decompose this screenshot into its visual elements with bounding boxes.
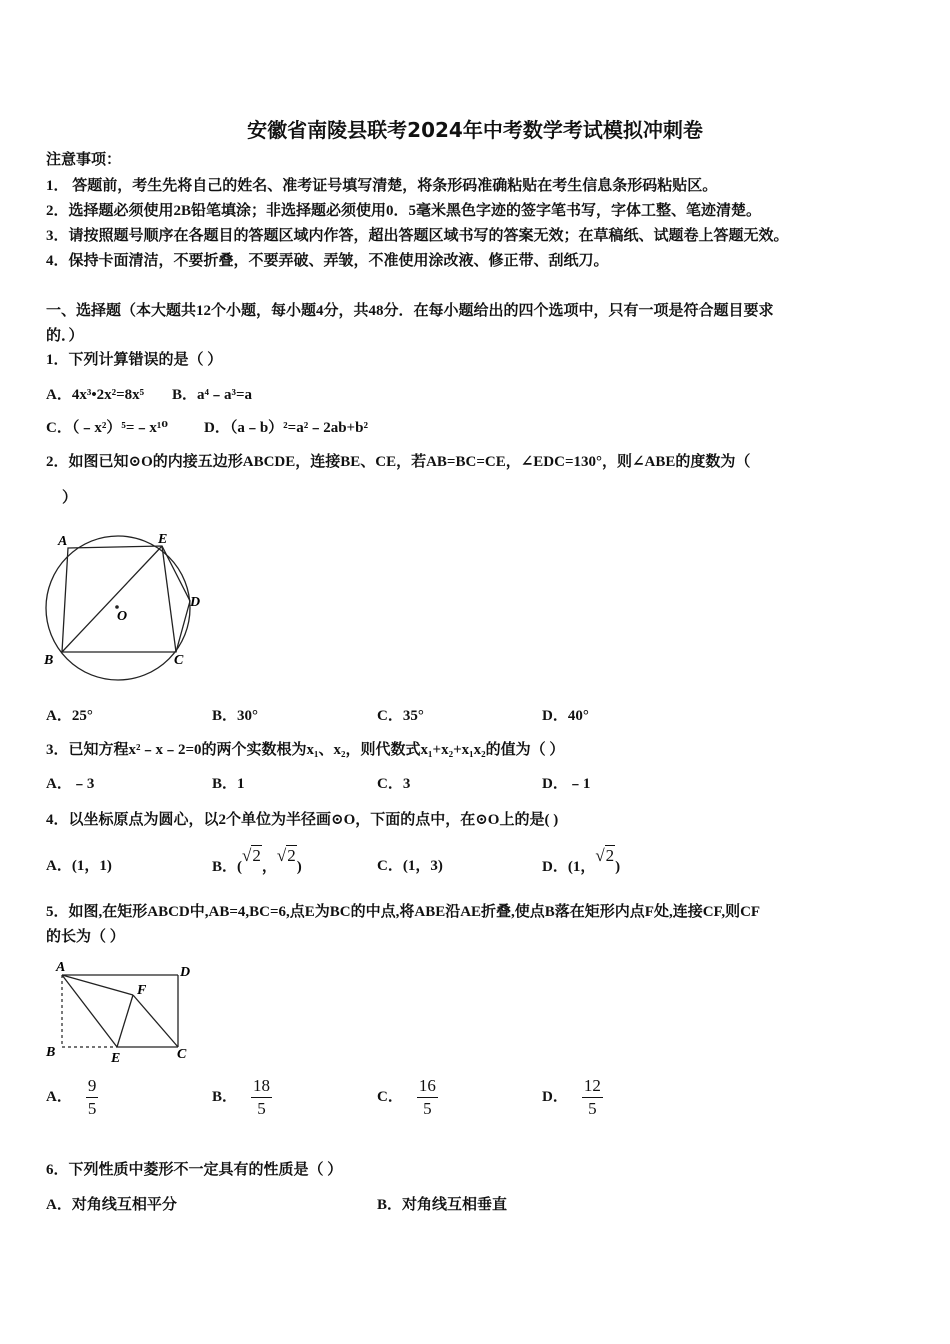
sqrt-icon: √2 [242,846,261,865]
q5-option-d: D． $\frac{12}{5}$ [542,1076,601,1118]
q3-option-c: C．3 [377,776,411,792]
q2-option-a: A．25° [46,708,93,724]
page-title: 安徽省南陵县联考2024年中考数学考试模拟冲刺卷 [247,118,703,142]
q3-stem: 3．已知方程x²﹣x﹣2=0的两个实数根为x₁、x₂，则代数式x₁+x₂+x₁x₂的值为（ ） [46,742,565,758]
q4-stem: 4．以坐标原点为圆心，以2个单位为半径画⊙O，下面的点中，在⊙O上的是( ) [46,812,559,828]
q3-option-b: B．1 [212,776,245,792]
q1-option-b: B．a⁴﹣a³=a [172,387,253,403]
label-d: D [180,965,191,980]
label-o: O [117,609,128,624]
label-b: B [46,1045,56,1060]
label-e: E [158,532,168,547]
fraction: $\frac{18}{5}$ [253,1076,271,1118]
section-heading: 一、选择题（本大题共12个小题，每小题4分，共48分．在每小题给出的四个选项中，只有一项是符合题目要求 [46,303,774,319]
q6-option-a: A．对角线互相平分 [46,1197,177,1213]
q2-option-b: B．30° [212,708,259,724]
q5-stem-cont: 的长为（ ） [46,929,125,945]
notice-item: 3．请按照题号顺序在各题目的答题区域内作答，超出答题区域书写的答案无效；在草稿纸、试题卷上答题无效。 [46,228,789,244]
q3-option-d: D．﹣1 [542,776,591,792]
q2-option-c: C．35° [377,708,424,724]
q4-option-a: A．(1，1) [46,858,112,874]
label-c: C [177,1047,187,1062]
q6-stem: 6．下列性质中菱形不一定具有的性质是（ ） [46,1162,343,1178]
q5-option-a: A． $\frac{9}{5}$ [46,1076,97,1118]
q6-option-b: B．对角线互相垂直 [377,1197,508,1213]
q5-option-c: C． $\frac{16}{5}$ [377,1076,436,1118]
q2-option-d: D．40° [542,708,589,724]
section-heading-cont: 的．） [46,328,84,344]
q4-option-c: C．(1，3) [377,858,443,874]
text: B．( [212,859,243,875]
notice-item: 4．保持卡面清洁，不要折叠，不要弄破、弄皱，不准使用涂改液、修正带、刮纸刀。 [46,253,609,269]
notice-item: 2．选择题必须使用2B铅笔填涂；非选择题必须使用0．5毫米黑色字迹的签字笔书写，字体工整、笔迹清楚。 [46,203,762,219]
q5-stem: 5．如图,在矩形ABCD中,AB=4,BC=6,点E为BC的中点,将ABE沿AE折叠,使点B落在矩形内点F处,连接CF,则CF [46,904,761,920]
q1-option-d: D．（a﹣b）²=a²﹣2ab+b² [204,420,368,436]
q2-stem-end: ） [62,490,78,506]
fraction: $\frac{9}{5}$ [87,1076,97,1118]
q1-option-a: A．4x³•2x²=8x⁵ [46,387,145,403]
label-a: A [56,960,66,975]
q2-stem: 2．如图已知⊙O的内接五边形ABCDE，连接BE、CE，若AB=BC=CE，∠EDC=130°，则∠ABE的度数为（ [46,454,751,470]
fraction: $\frac{16}{5}$ [418,1076,436,1118]
label-d: D [190,595,201,610]
sqrt-icon: √2 [276,846,296,865]
q4-option-b: B．(√2，√2) [212,846,302,875]
label-e: E [111,1051,121,1066]
notice-item: 1． 答题前，考生先将自己的姓名、准考证号填写清楚，将条形码准确粘贴在考生信息条形码粘贴区。 [46,178,718,194]
label-b: B [44,653,54,668]
q5-option-b: B． $\frac{18}{5}$ [212,1076,271,1118]
q4-option-d: D．(1，√2) [542,846,621,875]
label-c: C [174,653,184,668]
label-f: F [137,983,147,998]
q5-rectangle-figure [0,0,223,1070]
q1-option-c: C．（﹣x²）⁵=﹣x¹⁰ [46,420,168,436]
label-a: A [58,534,68,549]
q1-stem: 1．下列计算错误的是（ ） [46,352,223,368]
notice-heading: 注意事项： [46,152,122,168]
fraction: $\frac{12}{5}$ [583,1076,601,1118]
q3-option-a: A．﹣3 [46,776,95,792]
sqrt-icon: √2 [595,846,615,865]
